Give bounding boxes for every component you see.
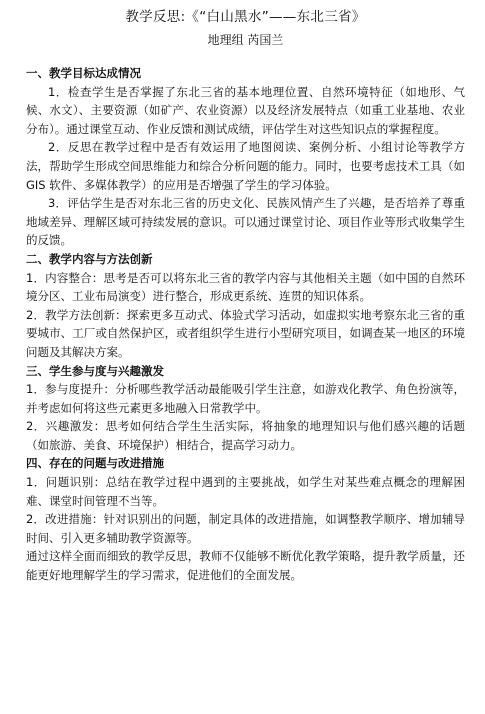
document-title: 教学反思:《“白山黑水”——东北三省》 — [125, 9, 366, 25]
section-4-paragraph-2: 2．改进措施：针对识别出的问题，制定具体的改进措施，如调整教学顺序、增加辅导时间、引入更多辅助教学资源等。 — [26, 512, 465, 545]
section-3-paragraph-2: 2．兴趣激发：思考如何结合学生生活实际，将抽象的地理知识与他们感兴趣的话题（如旅游、美食、环境保护）相结合，提高学习动力。 — [26, 419, 465, 452]
document-author: 地理组 芮国兰 — [207, 33, 284, 47]
section-3-paragraph-1: 1．参与度提升：分析哪些教学活动最能吸引学生注意，如游戏化教学、角色扮演等，并考虑如何将这些元素更多地融入日常教学中。 — [26, 382, 465, 415]
conclusion-paragraph: 通过这样全面而细致的教学反思，教师不仅能够不断优化教学策略，提升教学质量，还能更好地理解学生的学习需求，促进他们的全面发展。 — [26, 549, 465, 583]
section-1-paragraph-1: 1．检查学生是否掌握了东北三省的基本地理位置、自然环境特征（如地形、气候、水文）、主要资源（如矿产、农业资源）以及经济发展特点（如重工业基地、农业分布）。通过课堂互动、作业反馈和测试成绩，评估学生对这些知识点的掌握程度。 — [26, 84, 465, 136]
section-1-paragraph-3: 3．评估学生是否对东北三省的历史文化、民族风情产生了兴趣，是否培养了尊重地域差异、理解区域可持续发展的意识。可以通过课堂讨论、项目作业等形式收集学生的反馈。 — [26, 196, 465, 248]
section-2-paragraph-2: 2．教学方法创新：探索更多互动式、体验式学习活动，如虚拟实地考察东北三省的重要城市、工厂或自然保护区，或者组织学生进行小型研究项目，如调查某一地区的环境问题及其解决方案。 — [26, 307, 465, 359]
section-heading-4: 四、存在的问题与改进措施 — [26, 456, 164, 471]
section-1-paragraph-2: 2．反思在教学过程中是否有效运用了地图阅读、案例分析、小组讨论等教学方法，帮助学生形成空间思维能力和综合分析问题的能力。同时，也要考虑技术工具（如 GIS 软件、多媒体教学）的应用是否增强了学生的学习体验。 — [26, 140, 465, 192]
section-heading-3: 三、学生参与度与兴趣激发 — [26, 363, 164, 378]
section-2-paragraph-1: 1．内容整合：思考是否可以将东北三省的教学内容与其他相关主题（如中国的自然环境分区、工业布局演变）进行整合，形成更系统、连贯的知识体系。 — [26, 270, 465, 304]
section-heading-2: 二、教学内容与方法创新 — [26, 251, 153, 266]
section-4-paragraph-1: 1．问题识别：总结在教学过程中遇到的主要挑战，如学生对某些难点概念的理解困难、课堂时间管理不当等。 — [26, 475, 465, 508]
section-heading-1: 一、教学目标达成情况 — [26, 66, 141, 80]
